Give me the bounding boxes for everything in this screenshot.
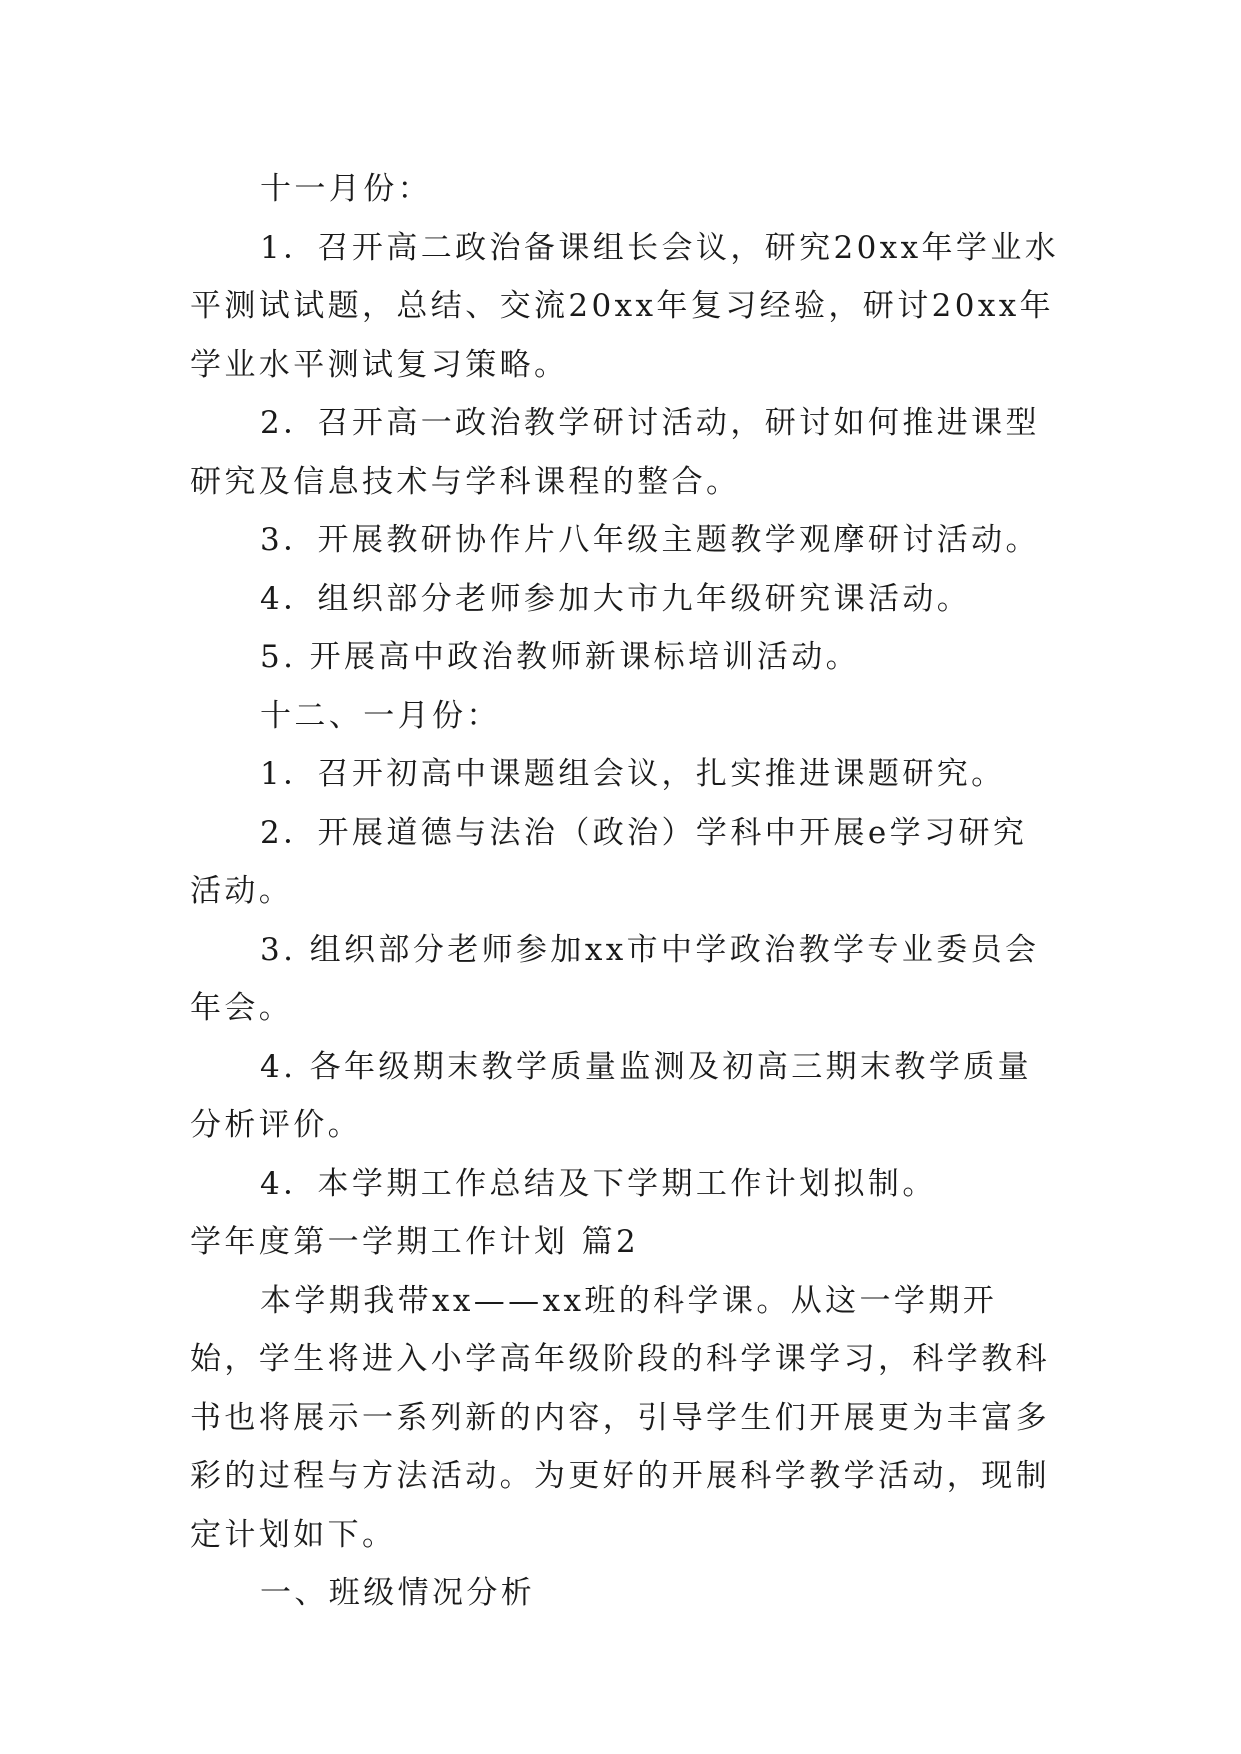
paragraph: 本学期我带xx——xx班的科学课。从这一学期开始，学生将进入小学高年级阶段的科学课学习，科学教科书也将展示一系列新的内容，引导学生们开展更为丰富多彩的过程与方法活动。为更好的开展科学教学活动，现制定计划如下。 [190, 1282, 1050, 1553]
paragraph: 2．开展道德与法治（政治）学科中开展e学习研究活动。 [190, 814, 1028, 909]
paragraph: 一、班级情况分析 [260, 1575, 536, 1611]
paragraph: 1．召开高二政治备课组长会议，研究20xx年学业水平测试试题，总结、交流20xx年复习经验，研讨20xx年学业水平测试复习策略。 [190, 229, 1060, 383]
paragraph: 4．组织部分老师参加大市九年级研究课活动。 [260, 580, 972, 617]
section-heading: 学年度第一学期工作计划 篇2 [190, 1224, 640, 1260]
paragraph: 十二、一月份： [260, 697, 501, 734]
paragraph: 3. 组织部分老师参加xx市中学政治教学专业委员会年会。 [190, 931, 1040, 1026]
paragraph: 4．本学期工作总结及下学期工作计划拟制。 [260, 1165, 937, 1202]
paragraph: 3．开展教研协作片八年级主题教学观摩研讨活动。 [260, 522, 1040, 558]
document-body [190, 160, 1060, 1623]
paragraph: 十一月份： [260, 171, 432, 207]
paragraph: 5. 开展高中政治教师新课标培训活动。 [260, 639, 861, 675]
paragraph: 1．召开初高中课题组会议，扎实推进课题研究。 [260, 756, 1006, 792]
paragraph: 4. 各年级期末教学质量监测及初高三期末教学质量分析评价。 [190, 1048, 1033, 1143]
paragraph: 2．召开高一政治教学研讨活动，研讨如何推进课型研究及信息技术与学科课程的整合。 [190, 405, 1040, 500]
